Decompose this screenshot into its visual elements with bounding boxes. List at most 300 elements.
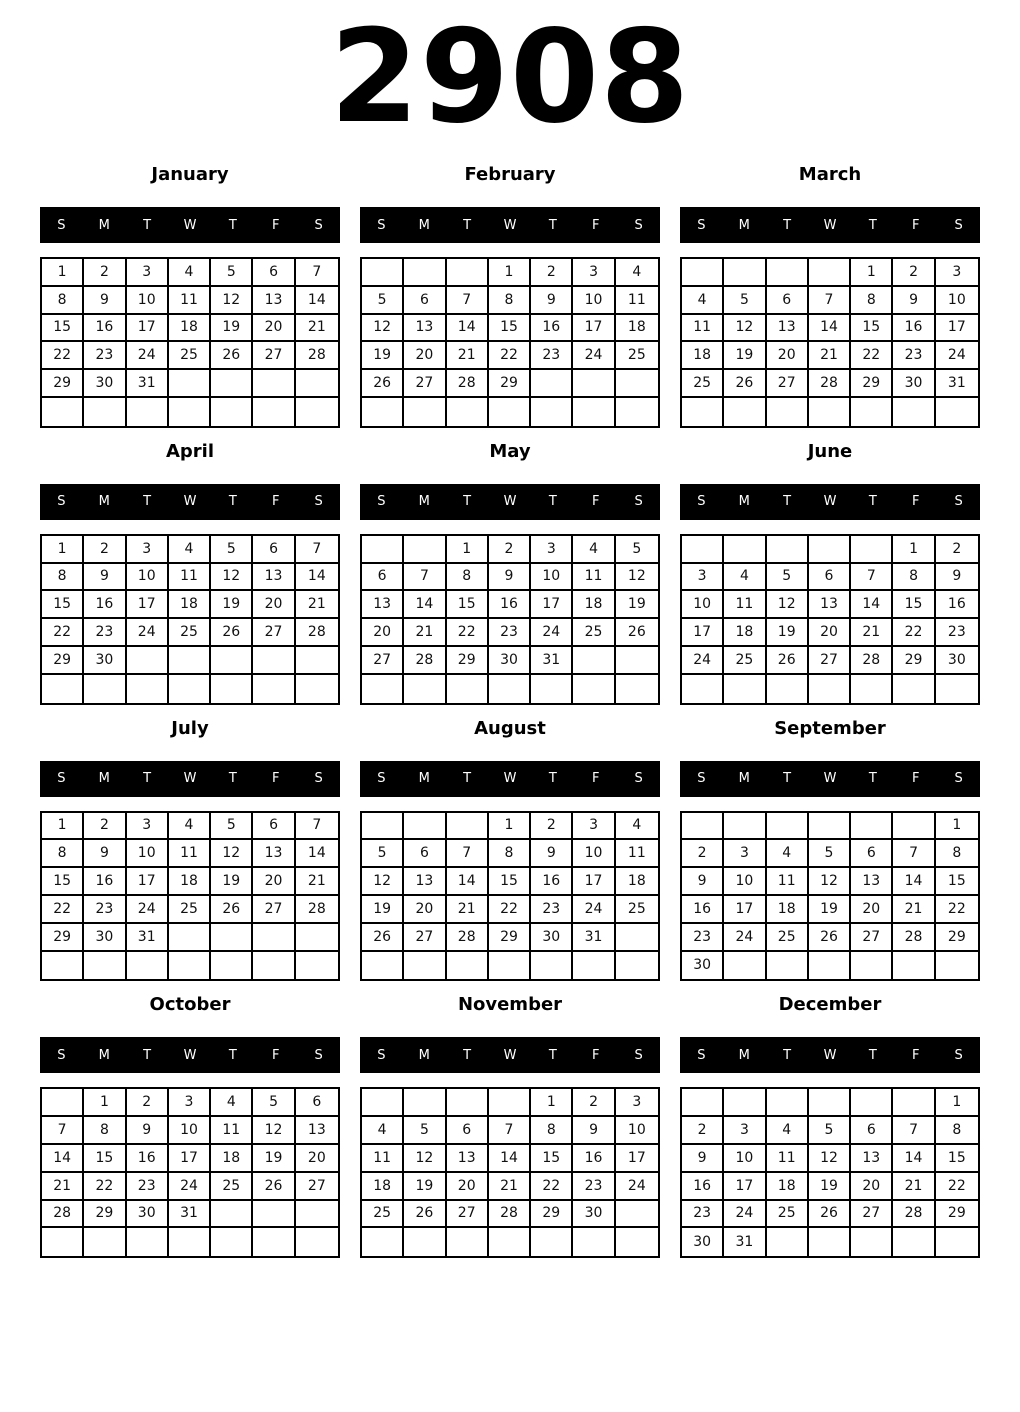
day-cell: 8 xyxy=(42,840,84,868)
day-cell: 16 xyxy=(84,591,126,619)
day-cell: 8 xyxy=(489,287,531,315)
day-cell-empty xyxy=(127,647,169,675)
day-cell: 11 xyxy=(169,840,211,868)
dow-label: S xyxy=(57,494,66,510)
day-cell: 24 xyxy=(682,647,724,675)
day-cell: 4 xyxy=(616,259,658,287)
dow-header xyxy=(40,1037,340,1073)
dow-label: W xyxy=(503,771,517,787)
day-cell: 14 xyxy=(296,287,338,315)
day-cell: 28 xyxy=(489,1201,531,1229)
day-cell: 28 xyxy=(296,896,338,924)
day-cell-empty xyxy=(211,675,253,703)
month-block xyxy=(360,164,660,441)
day-cell-empty xyxy=(211,1228,253,1256)
day-cell-empty xyxy=(724,952,766,980)
day-cell: 30 xyxy=(682,1228,724,1256)
dow-label: S xyxy=(634,771,643,787)
day-cell: 7 xyxy=(404,564,446,592)
day-cell: 20 xyxy=(253,315,295,343)
day-cell: 8 xyxy=(42,564,84,592)
day-cell-empty xyxy=(169,370,211,398)
day-cell: 12 xyxy=(362,315,404,343)
day-cell-empty xyxy=(809,952,851,980)
month-title: October xyxy=(149,994,231,1016)
day-cell-empty xyxy=(447,398,489,426)
day-cell-empty xyxy=(682,1089,724,1117)
month-block xyxy=(360,994,660,1271)
day-cell: 9 xyxy=(531,840,573,868)
day-cell: 19 xyxy=(404,1173,446,1201)
day-cell: 13 xyxy=(404,315,446,343)
dow-header xyxy=(360,484,660,520)
day-cell-empty xyxy=(682,259,724,287)
day-cell: 1 xyxy=(936,813,978,841)
day-cell: 5 xyxy=(362,840,404,868)
day-cell: 14 xyxy=(447,315,489,343)
dow-label: W xyxy=(503,1047,517,1063)
day-cell: 22 xyxy=(851,342,893,370)
day-cell-empty xyxy=(296,952,338,980)
day-cell: 23 xyxy=(682,924,724,952)
day-cell: 10 xyxy=(682,591,724,619)
day-cell: 4 xyxy=(169,536,211,564)
day-cell: 29 xyxy=(42,924,84,952)
dow-label: T xyxy=(783,494,792,510)
day-cell: 1 xyxy=(489,813,531,841)
day-cell: 25 xyxy=(169,619,211,647)
day-cell: 31 xyxy=(531,647,573,675)
day-cell-empty xyxy=(724,1089,766,1117)
dow-label: T xyxy=(463,494,472,510)
day-cell: 8 xyxy=(531,1117,573,1145)
day-cell: 23 xyxy=(893,342,935,370)
day-cell: 30 xyxy=(936,647,978,675)
day-cell-empty xyxy=(936,1228,978,1256)
day-cell: 6 xyxy=(404,840,446,868)
day-cell-empty xyxy=(169,952,211,980)
day-cell: 17 xyxy=(573,868,615,896)
day-cell: 18 xyxy=(616,315,658,343)
month-block xyxy=(40,718,340,995)
day-cell: 17 xyxy=(682,619,724,647)
day-cell: 24 xyxy=(616,1173,658,1201)
day-cell: 23 xyxy=(936,619,978,647)
day-cell-empty xyxy=(893,398,935,426)
dow-label: W xyxy=(503,217,517,233)
day-cell-empty xyxy=(616,675,658,703)
day-cell: 11 xyxy=(362,1145,404,1173)
month-block xyxy=(680,164,980,441)
day-cell: 2 xyxy=(84,259,126,287)
day-cell-empty xyxy=(253,1201,295,1229)
day-cell: 22 xyxy=(936,1173,978,1201)
month-title: December xyxy=(778,994,882,1016)
day-cell-empty xyxy=(531,1228,573,1256)
day-cell: 29 xyxy=(84,1201,126,1229)
dow-header xyxy=(40,761,340,797)
day-cell: 2 xyxy=(682,840,724,868)
day-cell-empty xyxy=(362,259,404,287)
day-cell: 8 xyxy=(936,1117,978,1145)
day-cell: 5 xyxy=(362,287,404,315)
day-cell-empty xyxy=(893,952,935,980)
day-cell: 13 xyxy=(296,1117,338,1145)
day-cell: 6 xyxy=(447,1117,489,1145)
day-cell-empty xyxy=(253,647,295,675)
day-cell: 14 xyxy=(404,591,446,619)
day-cell: 21 xyxy=(851,619,893,647)
day-cell: 21 xyxy=(296,315,338,343)
day-cell: 31 xyxy=(169,1201,211,1229)
day-cell: 14 xyxy=(893,1145,935,1173)
day-grid xyxy=(680,257,980,428)
day-cell-empty xyxy=(42,1228,84,1256)
day-cell: 25 xyxy=(616,896,658,924)
day-cell-empty xyxy=(531,675,573,703)
day-cell: 19 xyxy=(809,896,851,924)
day-cell: 23 xyxy=(682,1201,724,1229)
dow-label: S xyxy=(314,217,323,233)
day-cell: 13 xyxy=(851,1145,893,1173)
day-cell: 6 xyxy=(253,259,295,287)
day-cell: 23 xyxy=(531,896,573,924)
day-cell-empty xyxy=(616,647,658,675)
day-cell: 24 xyxy=(936,342,978,370)
day-cell: 14 xyxy=(296,840,338,868)
day-cell-empty xyxy=(447,1228,489,1256)
day-cell-empty xyxy=(809,1228,851,1256)
day-cell: 3 xyxy=(127,536,169,564)
month-title: January xyxy=(151,164,229,185)
day-cell: 19 xyxy=(211,868,253,896)
day-cell: 20 xyxy=(253,868,295,896)
day-cell: 26 xyxy=(616,619,658,647)
day-cell: 1 xyxy=(851,259,893,287)
day-cell: 9 xyxy=(84,287,126,315)
day-cell: 20 xyxy=(253,591,295,619)
day-cell: 26 xyxy=(767,647,809,675)
day-cell: 14 xyxy=(447,868,489,896)
day-cell: 29 xyxy=(42,647,84,675)
day-cell-empty xyxy=(489,1089,531,1117)
day-cell: 7 xyxy=(893,840,935,868)
day-cell: 25 xyxy=(767,1201,809,1229)
day-cell-empty xyxy=(573,1228,615,1256)
dow-label: S xyxy=(377,494,386,510)
dow-label: S xyxy=(634,494,643,510)
day-cell: 9 xyxy=(127,1117,169,1145)
day-cell-empty xyxy=(809,1089,851,1117)
dow-label: T xyxy=(868,494,877,510)
dow-label: S xyxy=(377,1047,386,1063)
day-cell: 15 xyxy=(936,868,978,896)
day-cell-empty xyxy=(616,398,658,426)
day-cell-empty xyxy=(211,924,253,952)
day-cell-empty xyxy=(404,398,446,426)
day-cell-empty xyxy=(447,1089,489,1117)
day-cell-empty xyxy=(296,675,338,703)
day-cell-empty xyxy=(404,1228,446,1256)
day-cell: 30 xyxy=(127,1201,169,1229)
dow-label: T xyxy=(548,1047,557,1063)
dow-label: M xyxy=(98,217,110,233)
day-cell: 8 xyxy=(84,1117,126,1145)
day-cell-empty xyxy=(851,952,893,980)
dow-label: W xyxy=(823,494,837,510)
day-cell-empty xyxy=(682,813,724,841)
dow-header xyxy=(360,761,660,797)
day-cell: 22 xyxy=(42,342,84,370)
day-cell: 15 xyxy=(42,868,84,896)
day-cell: 12 xyxy=(809,1145,851,1173)
day-cell-empty xyxy=(573,370,615,398)
day-cell: 16 xyxy=(531,315,573,343)
day-cell: 12 xyxy=(616,564,658,592)
day-cell: 5 xyxy=(404,1117,446,1145)
day-cell: 11 xyxy=(616,287,658,315)
day-cell: 3 xyxy=(724,840,766,868)
day-cell: 27 xyxy=(253,342,295,370)
day-cell: 25 xyxy=(682,370,724,398)
day-cell-empty xyxy=(169,1228,211,1256)
day-cell: 21 xyxy=(404,619,446,647)
day-cell: 22 xyxy=(489,342,531,370)
day-cell: 11 xyxy=(767,1145,809,1173)
dow-label: W xyxy=(823,1047,837,1063)
day-cell: 16 xyxy=(84,868,126,896)
day-cell-empty xyxy=(616,1201,658,1229)
day-cell-empty xyxy=(296,370,338,398)
day-cell-empty xyxy=(362,952,404,980)
dow-label: M xyxy=(418,217,430,233)
day-cell-empty xyxy=(489,675,531,703)
day-cell: 20 xyxy=(296,1145,338,1173)
dow-label: S xyxy=(697,771,706,787)
day-cell: 26 xyxy=(809,924,851,952)
day-cell: 17 xyxy=(724,896,766,924)
day-cell: 14 xyxy=(42,1145,84,1173)
day-cell: 19 xyxy=(362,896,404,924)
day-cell: 19 xyxy=(211,591,253,619)
day-cell-empty xyxy=(851,675,893,703)
day-cell: 13 xyxy=(253,287,295,315)
day-cell-empty xyxy=(767,952,809,980)
day-cell: 25 xyxy=(573,619,615,647)
day-cell-empty xyxy=(809,259,851,287)
day-cell: 7 xyxy=(296,259,338,287)
day-cell: 10 xyxy=(573,840,615,868)
day-cell: 21 xyxy=(893,1173,935,1201)
month-title: August xyxy=(474,717,546,739)
day-cell-empty xyxy=(127,675,169,703)
day-cell: 26 xyxy=(724,370,766,398)
day-cell: 12 xyxy=(809,868,851,896)
day-cell: 27 xyxy=(767,370,809,398)
day-cell: 29 xyxy=(893,647,935,675)
dow-label: M xyxy=(418,771,430,787)
dow-label: S xyxy=(954,1047,963,1063)
day-cell: 24 xyxy=(127,896,169,924)
day-cell-empty xyxy=(362,536,404,564)
dow-header xyxy=(680,1037,980,1073)
dow-label: T xyxy=(548,217,557,233)
day-cell: 7 xyxy=(893,1117,935,1145)
day-cell: 3 xyxy=(682,564,724,592)
dow-label: T xyxy=(868,1047,877,1063)
dow-label: F xyxy=(271,1047,280,1063)
day-cell: 18 xyxy=(573,591,615,619)
day-cell: 18 xyxy=(169,591,211,619)
day-cell: 26 xyxy=(404,1201,446,1229)
month-block xyxy=(40,441,340,718)
dow-label: F xyxy=(911,494,920,510)
day-cell-empty xyxy=(296,1201,338,1229)
dow-label: S xyxy=(57,1047,66,1063)
day-cell: 6 xyxy=(404,287,446,315)
dow-label: F xyxy=(271,217,280,233)
day-cell: 16 xyxy=(489,591,531,619)
day-cell: 7 xyxy=(809,287,851,315)
day-cell: 2 xyxy=(893,259,935,287)
day-cell: 27 xyxy=(253,896,295,924)
dow-label: T xyxy=(143,217,152,233)
day-cell: 15 xyxy=(42,315,84,343)
day-cell-empty xyxy=(767,675,809,703)
day-cell-empty xyxy=(253,924,295,952)
day-cell: 20 xyxy=(851,1173,893,1201)
day-grid xyxy=(680,811,980,982)
day-cell: 28 xyxy=(809,370,851,398)
month-block xyxy=(680,994,980,1271)
day-cell: 9 xyxy=(531,287,573,315)
day-cell: 3 xyxy=(531,536,573,564)
day-cell: 17 xyxy=(936,315,978,343)
day-cell-empty xyxy=(362,675,404,703)
day-cell: 6 xyxy=(809,564,851,592)
day-cell: 17 xyxy=(169,1145,211,1173)
dow-label: T xyxy=(463,1047,472,1063)
day-cell-empty xyxy=(851,536,893,564)
day-cell: 6 xyxy=(851,1117,893,1145)
day-cell-empty xyxy=(169,675,211,703)
day-cell: 3 xyxy=(936,259,978,287)
day-cell: 12 xyxy=(767,591,809,619)
day-cell: 4 xyxy=(211,1089,253,1117)
day-cell: 25 xyxy=(169,896,211,924)
day-cell: 1 xyxy=(447,536,489,564)
dow-header xyxy=(680,761,980,797)
dow-label: W xyxy=(823,217,837,233)
day-cell: 10 xyxy=(724,1145,766,1173)
day-cell: 12 xyxy=(253,1117,295,1145)
day-cell: 16 xyxy=(936,591,978,619)
day-cell-empty xyxy=(404,1089,446,1117)
day-cell: 21 xyxy=(893,896,935,924)
day-cell: 18 xyxy=(169,868,211,896)
day-cell: 2 xyxy=(573,1089,615,1117)
day-cell: 22 xyxy=(42,619,84,647)
day-cell-empty xyxy=(211,398,253,426)
day-cell: 18 xyxy=(682,342,724,370)
day-cell: 16 xyxy=(531,868,573,896)
dow-label: T xyxy=(228,1047,237,1063)
day-cell: 22 xyxy=(489,896,531,924)
day-cell-empty xyxy=(169,647,211,675)
day-cell: 19 xyxy=(767,619,809,647)
day-cell: 2 xyxy=(489,536,531,564)
day-cell-empty xyxy=(489,952,531,980)
day-cell: 27 xyxy=(809,647,851,675)
day-cell: 17 xyxy=(127,868,169,896)
day-cell: 6 xyxy=(767,287,809,315)
day-cell: 6 xyxy=(253,536,295,564)
dow-label: T xyxy=(868,217,877,233)
day-cell: 1 xyxy=(84,1089,126,1117)
day-cell: 28 xyxy=(447,370,489,398)
dow-label: T xyxy=(463,217,472,233)
dow-label: F xyxy=(591,494,600,510)
dow-label: T xyxy=(228,217,237,233)
day-cell: 9 xyxy=(682,868,724,896)
day-cell-empty xyxy=(253,398,295,426)
day-cell: 20 xyxy=(404,342,446,370)
day-cell-empty xyxy=(169,924,211,952)
day-cell-empty xyxy=(851,813,893,841)
day-cell: 20 xyxy=(767,342,809,370)
day-cell: 17 xyxy=(573,315,615,343)
day-cell: 8 xyxy=(893,564,935,592)
month-block xyxy=(40,164,340,441)
day-cell: 21 xyxy=(296,591,338,619)
day-cell: 4 xyxy=(169,813,211,841)
day-cell: 15 xyxy=(936,1145,978,1173)
day-cell: 23 xyxy=(489,619,531,647)
day-cell: 13 xyxy=(253,564,295,592)
day-cell: 15 xyxy=(489,868,531,896)
day-grid xyxy=(40,534,340,705)
day-cell: 20 xyxy=(851,896,893,924)
day-cell-empty xyxy=(767,536,809,564)
day-cell: 18 xyxy=(616,868,658,896)
day-cell: 18 xyxy=(767,1173,809,1201)
dow-label: S xyxy=(697,1047,706,1063)
day-cell: 13 xyxy=(809,591,851,619)
day-cell: 9 xyxy=(893,287,935,315)
day-cell-empty xyxy=(211,370,253,398)
day-cell-empty xyxy=(362,813,404,841)
day-cell: 10 xyxy=(616,1117,658,1145)
year-title: 2908 xyxy=(329,3,691,152)
day-cell: 14 xyxy=(893,868,935,896)
dow-label: F xyxy=(271,771,280,787)
day-cell: 26 xyxy=(211,619,253,647)
dow-header xyxy=(360,1037,660,1073)
day-cell-empty xyxy=(211,647,253,675)
month-block xyxy=(680,718,980,995)
day-cell: 19 xyxy=(616,591,658,619)
day-cell: 7 xyxy=(296,536,338,564)
day-cell: 24 xyxy=(724,924,766,952)
day-grid xyxy=(360,257,660,428)
dow-label: S xyxy=(697,494,706,510)
day-cell: 10 xyxy=(531,564,573,592)
dow-label: F xyxy=(911,1047,920,1063)
dow-label: S xyxy=(57,771,66,787)
dow-label: S xyxy=(954,771,963,787)
month-block xyxy=(360,441,660,718)
dow-label: M xyxy=(738,771,750,787)
